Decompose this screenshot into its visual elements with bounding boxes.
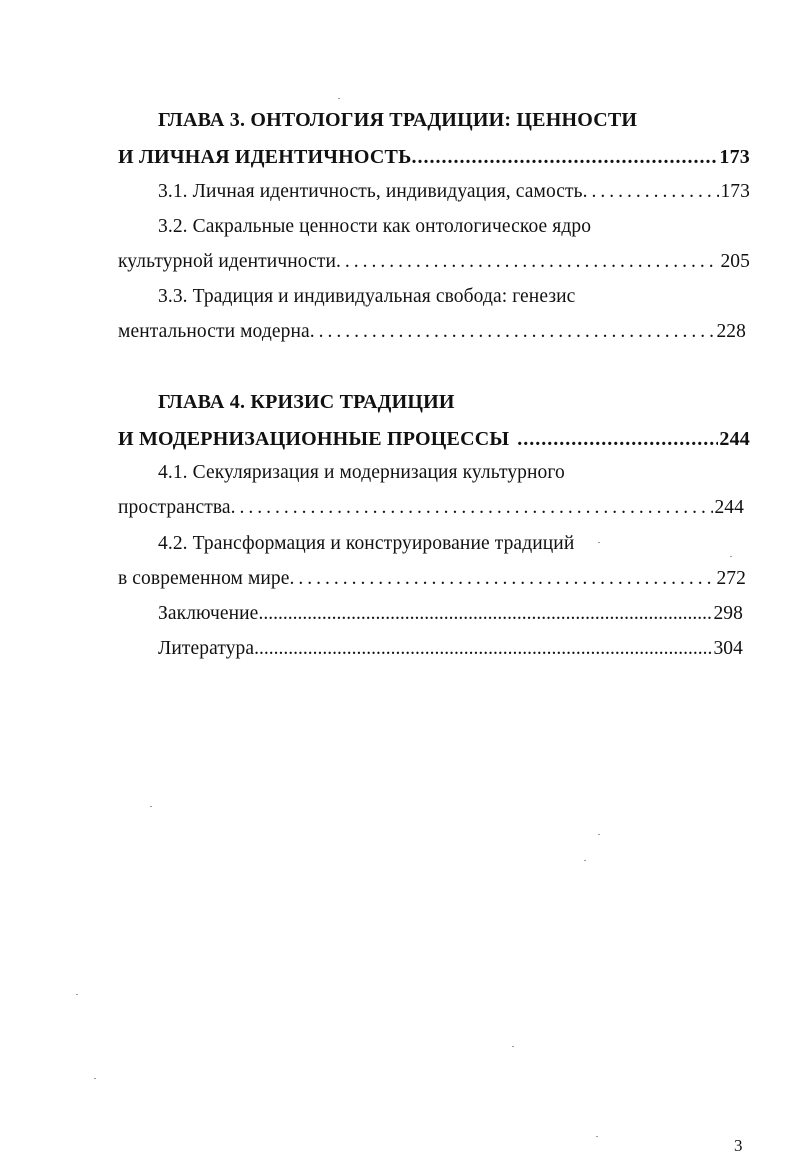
toc-entry-conclusion: Заключение ..... 298 bbox=[158, 602, 743, 626]
chapter3-title-text: И ЛИЧНАЯ ИДЕНТИЧНОСТЬ bbox=[118, 146, 412, 168]
chapter4-title-line1: ГЛАВА 4. КРИЗИС ТРАДИЦИИ bbox=[158, 391, 455, 413]
section-4-1-page: 244 bbox=[714, 497, 744, 518]
leader-dots bbox=[258, 602, 712, 626]
scan-speck bbox=[598, 834, 600, 835]
toc-entry-4-2-line2: в современном мире ..... 272 bbox=[118, 567, 746, 591]
toc-entry-3-3-line2: ментальности модерна ..... 228 bbox=[118, 320, 746, 344]
leader-dots bbox=[412, 145, 719, 169]
section-3-3-page: 228 bbox=[716, 321, 746, 342]
toc-entry-3-2-line2: культурной идентичности ..... 205 bbox=[118, 250, 750, 274]
toc-entry-3-2-line1: 3.2. Сакральные ценности как онтологическое ядро bbox=[158, 216, 592, 237]
leader-dots bbox=[290, 567, 716, 591]
scan-speck bbox=[598, 542, 600, 543]
scan-speck bbox=[338, 98, 340, 99]
toc-entry-4-1-line1: 4.1. Секуляризация и модернизация культурного bbox=[158, 462, 565, 483]
chapter4-title-text: И МОДЕРНИЗАЦИОННЫЕ ПРОЦЕССЫ bbox=[118, 428, 510, 450]
leader-dots bbox=[254, 637, 712, 661]
leader-dots bbox=[509, 427, 718, 451]
toc-entry-3-1: 3.1. Личная идентичность, индивидуация, самость ..... 173 bbox=[158, 180, 750, 204]
literature-page: 304 bbox=[713, 638, 743, 659]
scan-speck bbox=[76, 994, 78, 995]
section-4-2-page: 272 bbox=[716, 568, 746, 589]
chapter4-title-line2 bbox=[118, 427, 750, 451]
scan-speck bbox=[596, 1136, 598, 1137]
scan-speck bbox=[584, 860, 586, 861]
scan-speck bbox=[94, 1078, 96, 1079]
conclusion-page: 298 bbox=[713, 603, 743, 624]
leader-dots bbox=[583, 180, 720, 204]
leader-dots bbox=[336, 250, 719, 274]
scan-speck bbox=[730, 556, 732, 557]
chapter3-title-line1: ГЛАВА 3. ОНТОЛОГИЯ ТРАДИЦИИ: ЦЕННОСТИ bbox=[158, 109, 638, 131]
toc-entry-literature: Литература ..... 304 bbox=[158, 637, 743, 661]
leader-dots bbox=[310, 320, 716, 344]
chapter4-page: 244 bbox=[719, 428, 750, 450]
scan-speck bbox=[150, 806, 152, 807]
leader-dots bbox=[231, 496, 714, 520]
section-3-1-page: 173 bbox=[720, 181, 750, 202]
toc-entry-3-3-line1: 3.3. Традиция и индивидуальная свобода: генезис bbox=[158, 286, 576, 307]
chapter3-title-line2 bbox=[118, 145, 750, 169]
section-3-2-page: 205 bbox=[720, 251, 750, 272]
toc-entry-4-1-line2: пространства ..... 244 bbox=[118, 496, 744, 520]
toc-entry-4-2-line1: 4.2. Трансформация и конструирование традиций bbox=[158, 533, 575, 554]
scan-speck bbox=[512, 1046, 514, 1047]
page-number: 3 bbox=[734, 1136, 743, 1155]
chapter3-page: 173 bbox=[719, 146, 750, 168]
